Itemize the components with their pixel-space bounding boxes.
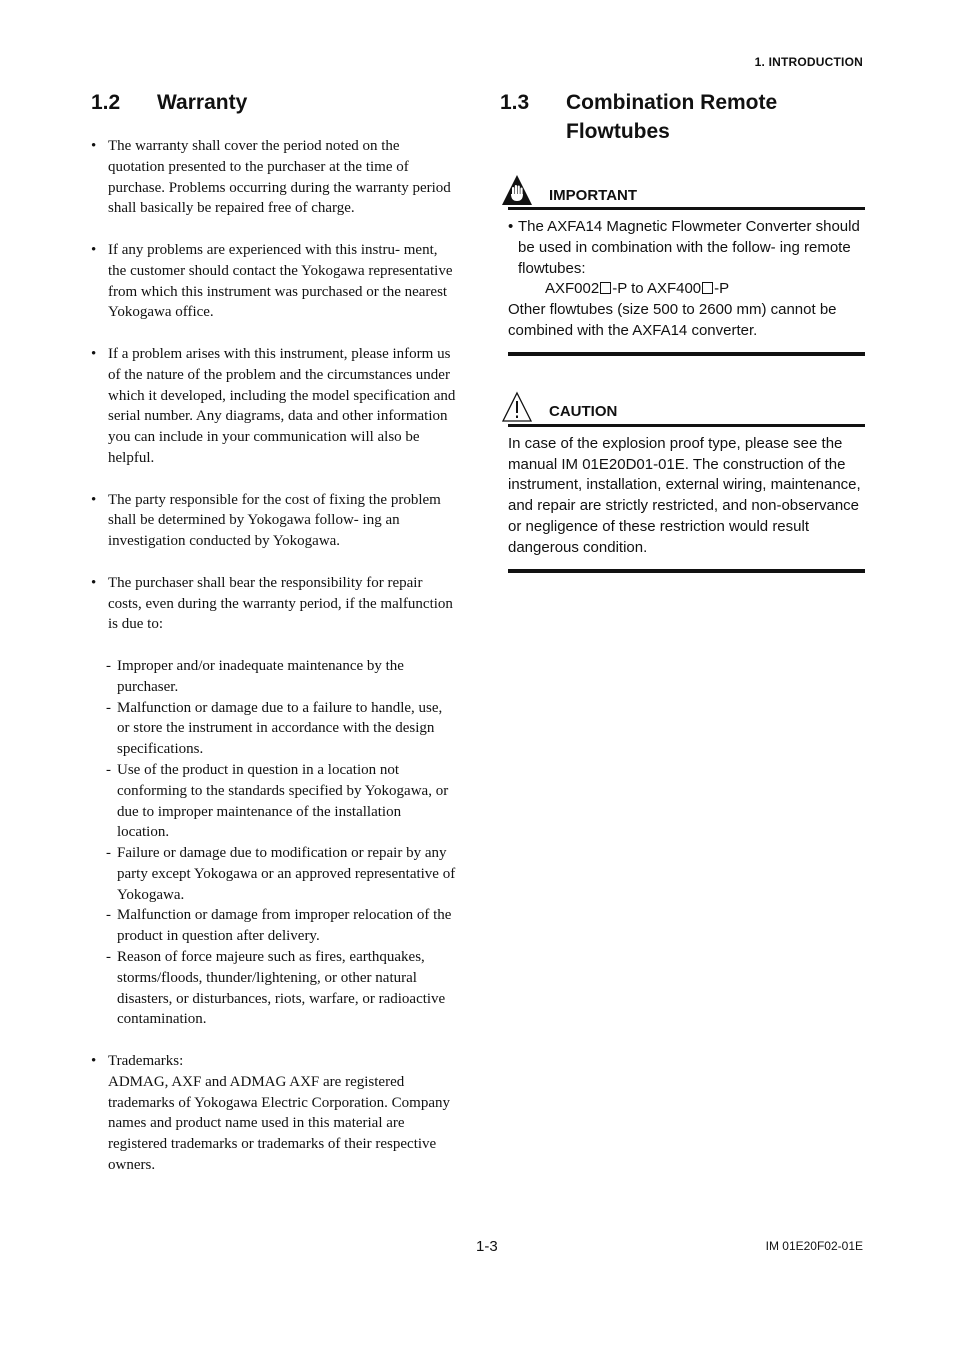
warranty-item <box>91 490 456 552</box>
warranty-number: 1.2 <box>91 91 121 114</box>
malfunction-causes-list <box>106 656 456 1030</box>
cause-text: Failure or damage due to modification or repair by any party except Yokogawa or an approved representative of Yokogawa. <box>117 845 456 903</box>
bullet: • <box>91 1053 97 1070</box>
trademarks-text: ADMAG, AXF and ADMAG AXF are registered trademarks of Yokogawa Electric Corporation. Company names and product name used in this material are registered trademarks or trademarks of their respective owners. <box>108 1073 451 1174</box>
cause-item <box>106 843 456 905</box>
warranty-item-text: The party responsible for the cost of fixing the problem shall be determined by Yokogawa follow- ing an investigation conducted by Yokogawa. <box>108 491 441 550</box>
warranty-item <box>91 344 456 469</box>
bullet: • <box>91 241 97 258</box>
placeholder-box-icon <box>600 282 611 294</box>
caution-text: In case of the explosion proof type, please see the manual IM 01E20D01-01E. The construction of the instrument, installation, external wiring, maintenance, and repair are strictly restricted, and non-observance or negligence of these restriction would result dangerous condition. <box>508 434 861 556</box>
bullet: • <box>91 345 97 362</box>
important-note: Other flowtubes (size 500 to 2600 mm) cannot be combined with the AXFA14 converter. <box>508 301 837 339</box>
dash: - <box>106 761 111 778</box>
warranty-item-text: The purchaser shall bear the responsibility for repair costs, even during the warranty period, if the malfunction is due to: <box>108 574 453 633</box>
warranty-item <box>91 573 456 1031</box>
model-range <box>508 279 865 300</box>
bullet: • <box>91 138 97 154</box>
model-from: AXF002 <box>545 280 600 298</box>
important-item <box>508 217 865 279</box>
cause-item <box>106 698 456 760</box>
important-header <box>500 173 865 207</box>
warranty-item <box>91 136 456 219</box>
dash: - <box>106 845 111 862</box>
placeholder-box-icon <box>702 282 713 294</box>
running-head: 1. INTRODUCTION <box>754 55 863 69</box>
warranty-section <box>91 88 456 1197</box>
bullet: • <box>508 218 514 235</box>
warranty-item-text: The warranty shall cover the period noted on the quotation presented to the purchaser at the time of purchase. Problems occurring during the warranty period shall basically be repaired free of charge. <box>108 138 451 217</box>
important-label: IMPORTANT <box>549 186 638 204</box>
important-notice <box>500 173 865 356</box>
cause-text: Malfunction or damage from improper relocation of the product in question after delivery. <box>117 907 452 945</box>
bullet: • <box>91 574 97 591</box>
combination-title: Combination Remote Flowtubes <box>566 91 778 143</box>
caution-label: CAUTION <box>549 403 618 421</box>
cause-text: Improper and/or inadequate maintenance by the purchaser. <box>117 657 404 695</box>
caution-header <box>500 390 865 424</box>
warranty-list <box>91 136 456 1176</box>
important-body <box>500 210 865 352</box>
cause-item <box>106 947 456 1030</box>
bullet: • <box>91 491 97 508</box>
model-end: -P <box>714 280 730 298</box>
dash: - <box>106 699 111 716</box>
warranty-item-text: If a problem arises with this instrument, please inform us of the nature of the problem and the circumstances under which it developed, including the model specification and serial number. Any diagrams, data and other information you can include in your communication will also be helpful. <box>108 345 456 466</box>
cause-item <box>106 905 456 947</box>
warranty-item-text: If any problems are experienced with this instru- ment, the customer should contact the Yokogawa representative from which this instrument was purchased or the nearest Yokogawa office. <box>108 241 453 321</box>
caution-notice <box>500 390 865 573</box>
model-mid: -P to AXF400 <box>612 280 702 298</box>
important-bottom-rule <box>508 352 865 356</box>
cause-text: Use of the product in question in a location not conforming to the standards specified by Yokogawa, or due to improper maintenance of the installation location. <box>117 761 449 841</box>
combination-section <box>500 88 865 573</box>
cause-item <box>106 656 456 698</box>
caution-bottom-rule <box>508 569 865 573</box>
combination-number: 1.3 <box>500 91 530 114</box>
cause-text: Malfunction or damage due to a failure to handle, use, or store the instrument in accordance with the design specifications. <box>117 699 443 758</box>
dash: - <box>106 657 111 674</box>
document-id: IM 01E20F02-01E <box>765 1239 863 1253</box>
page-number: 1-3 <box>476 1238 498 1255</box>
warranty-title: Warranty <box>157 91 248 114</box>
trademarks-label: Trademarks: <box>108 1053 184 1070</box>
dash: - <box>106 949 111 966</box>
trademarks-item <box>91 1051 456 1176</box>
warranty-item <box>91 240 456 323</box>
warning-triangle-icon <box>501 391 533 423</box>
warranty-heading <box>91 88 456 117</box>
cause-item <box>106 760 456 843</box>
combination-heading <box>500 88 865 146</box>
cause-text: Reason of force majeure such as fires, earthquakes, storms/floods, thunder/lightening, or other natural disasters, or disturbances, riots, warfare, or radioactive contamination. <box>117 949 446 1028</box>
hand-stop-icon <box>501 174 533 206</box>
important-item-text: The AXFA14 Magnetic Flowmeter Converter should be used in combination with the follow- ing remote flowtubes: <box>518 218 860 277</box>
dash: - <box>106 907 111 924</box>
